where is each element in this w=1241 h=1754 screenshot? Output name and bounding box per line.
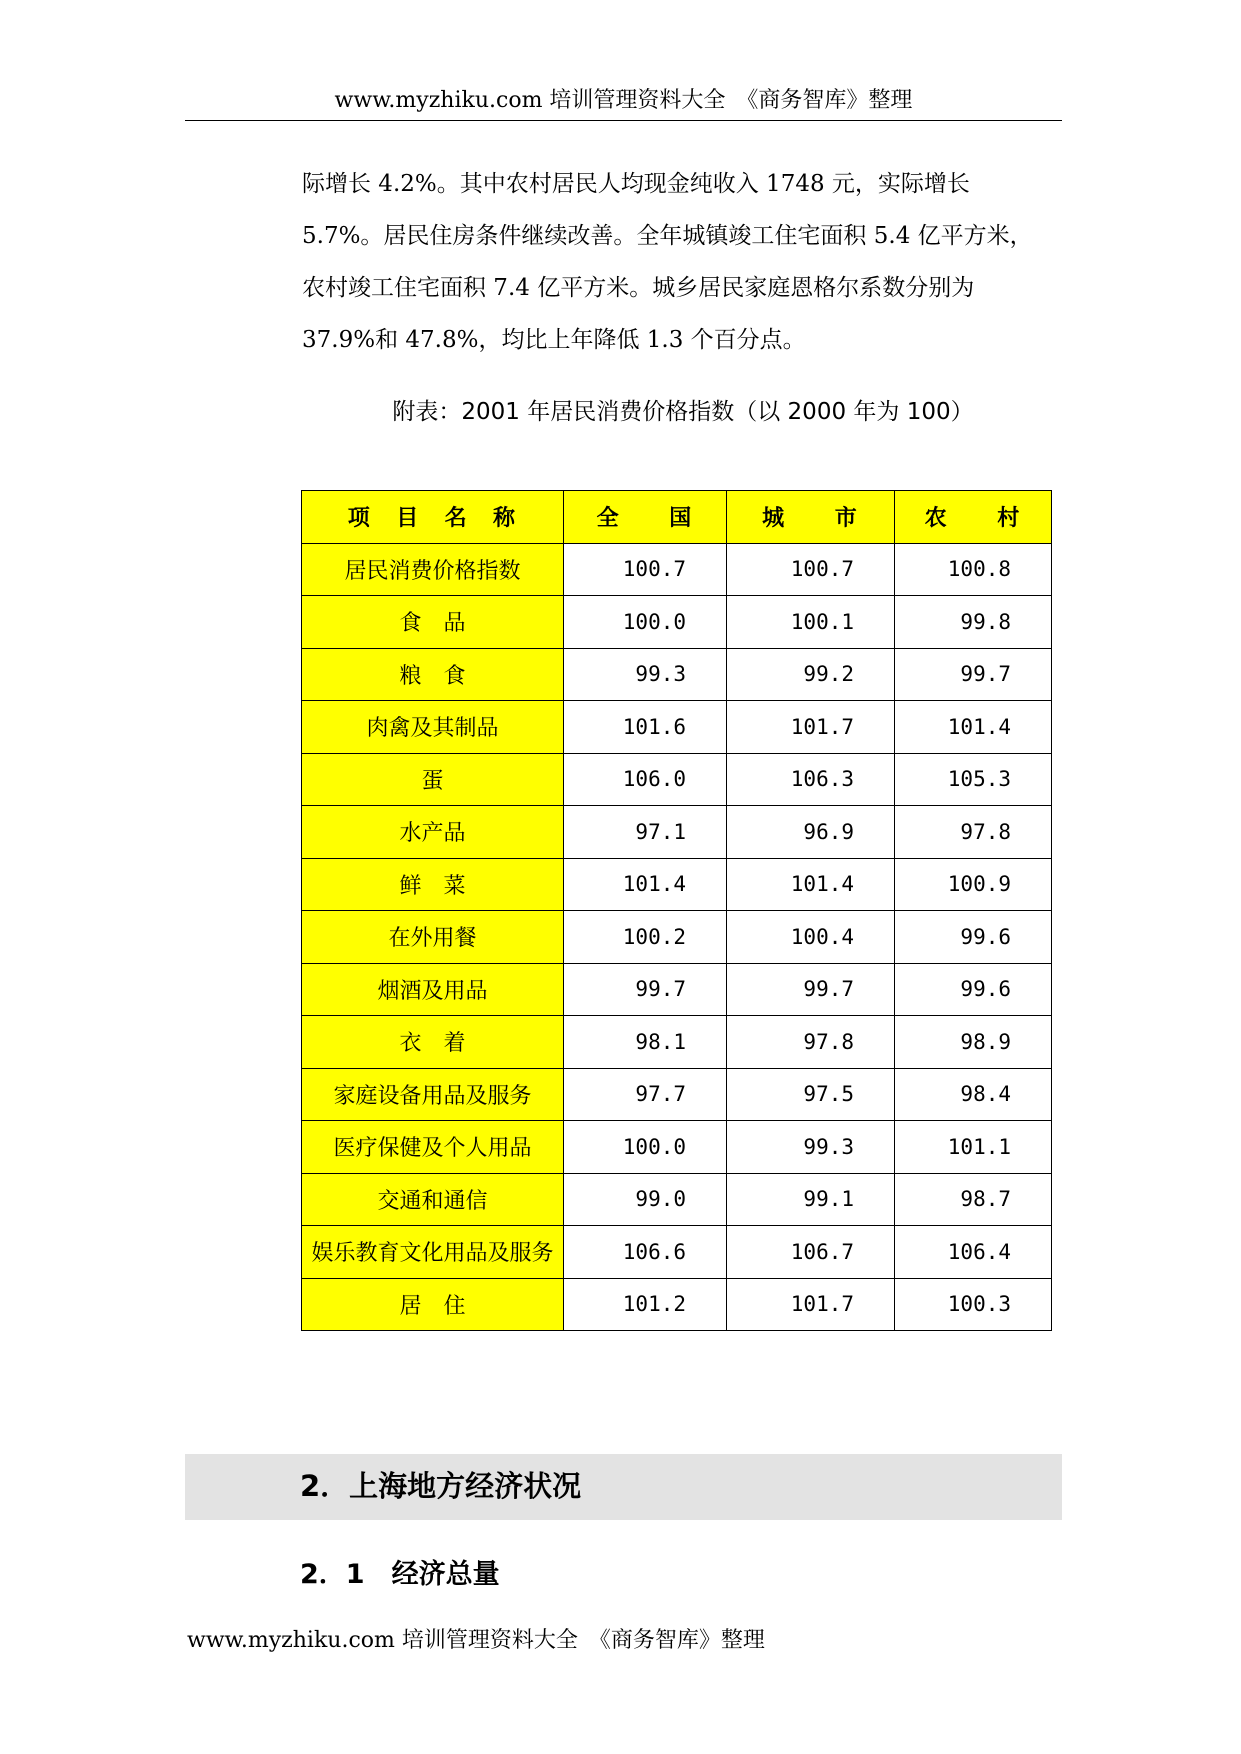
cell-rural: 100.8 [895,543,1052,596]
table-row [302,701,1052,754]
cell-rural: 97.8 [895,806,1052,859]
cell-urban: 99.2 [727,648,895,701]
cell-rural: 98.9 [895,1016,1052,1069]
header-rule [185,120,1062,121]
cell-item-name: 医疗保健及个人用品 [302,1121,564,1174]
cell-rural: 98.7 [895,1173,1052,1226]
cell-urban: 106.3 [727,753,895,806]
cell-national: 97.7 [564,1068,727,1121]
column-header-urban: 城 市 [727,491,895,544]
table-body [302,543,1052,1331]
cell-national: 101.6 [564,701,727,754]
cell-urban: 96.9 [727,806,895,859]
subsection-title: 2．1 经济总量 [300,1559,500,1590]
table-row [302,1016,1052,1069]
cell-item-name: 水产品 [302,806,564,859]
section-title: 2．上海地方经济状况 [300,1469,582,1503]
cell-item-name: 烟酒及用品 [302,963,564,1016]
cell-item-name: 蛋 [302,753,564,806]
cell-national: 99.0 [564,1173,727,1226]
cell-rural: 105.3 [895,753,1052,806]
column-header-item-name: 项 目 名 称 [302,491,564,544]
table-caption: 附表：2001 年居民消费价格指数（以 2000 年为 100） [392,399,974,425]
table-row [302,858,1052,911]
table-row [302,753,1052,806]
cell-national: 99.3 [564,648,727,701]
cell-urban: 100.1 [727,596,895,649]
cell-national: 97.1 [564,806,727,859]
cell-rural: 100.3 [895,1278,1052,1331]
cell-item-name: 粮 食 [302,648,564,701]
table-row [302,596,1052,649]
cell-national: 100.0 [564,596,727,649]
paragraph-line: 农村竣工住宅面积 7.4 亿平方米。城乡居民家庭恩格尔系数分别为 [302,275,975,301]
cell-item-name: 居 住 [302,1278,564,1331]
cell-urban: 100.4 [727,911,895,964]
page-header: www.myzhiku.com 培训管理资料大全 《商务智库》整理 [334,88,913,113]
table-row [302,1226,1052,1279]
paragraph-line: 际增长 4.2%。其中农村居民人均现金纯收入 1748 元，实际增长 [302,171,970,197]
cell-national: 98.1 [564,1016,727,1069]
cell-urban: 99.7 [727,963,895,1016]
table-row [302,1068,1052,1121]
cell-urban: 97.8 [727,1016,895,1069]
column-header-national: 全 国 [564,491,727,544]
cell-urban: 100.7 [727,543,895,596]
cell-rural: 101.1 [895,1121,1052,1174]
cell-item-name: 鲜 菜 [302,858,564,911]
cell-urban: 101.4 [727,858,895,911]
table-row [302,911,1052,964]
cell-national: 100.2 [564,911,727,964]
cell-rural: 99.6 [895,911,1052,964]
table-row [302,1121,1052,1174]
cell-national: 101.2 [564,1278,727,1331]
paragraph-line: 37.9%和 47.8%，均比上年降低 1.3 个百分点。 [302,327,806,353]
paragraph-line: 5.7%。居民住房条件继续改善。全年城镇竣工住宅面积 5.4 亿平方米， [302,223,1033,249]
table-row [302,1278,1052,1331]
body-paragraph [302,158,1062,366]
cell-item-name: 娱乐教育文化用品及服务 [302,1226,564,1279]
cell-item-name: 衣 着 [302,1016,564,1069]
cell-urban: 99.1 [727,1173,895,1226]
cell-rural: 99.8 [895,596,1052,649]
cell-item-name: 居民消费价格指数 [302,543,564,596]
cell-rural: 98.4 [895,1068,1052,1121]
cell-national: 106.6 [564,1226,727,1279]
cell-urban: 106.7 [727,1226,895,1279]
cell-national: 101.4 [564,858,727,911]
cell-urban: 101.7 [727,701,895,754]
cell-item-name: 肉禽及其制品 [302,701,564,754]
cell-national: 106.0 [564,753,727,806]
cell-rural: 106.4 [895,1226,1052,1279]
cell-item-name: 交通和通信 [302,1173,564,1226]
table-row [302,806,1052,859]
table-row [302,648,1052,701]
cpi-table [301,490,1052,1331]
cell-item-name: 食 品 [302,596,564,649]
cell-rural: 100.9 [895,858,1052,911]
table-row [302,1173,1052,1226]
cell-urban: 97.5 [727,1068,895,1121]
cell-urban: 101.7 [727,1278,895,1331]
table-row [302,543,1052,596]
cell-item-name: 在外用餐 [302,911,564,964]
cell-national: 100.0 [564,1121,727,1174]
cell-national: 99.7 [564,963,727,1016]
table-header-row [302,491,1052,544]
column-header-rural: 农 村 [895,491,1052,544]
cell-item-name: 家庭设备用品及服务 [302,1068,564,1121]
table-row [302,963,1052,1016]
page-footer: www.myzhiku.com 培训管理资料大全 《商务智库》整理 [187,1628,765,1653]
cell-urban: 99.3 [727,1121,895,1174]
cell-national: 100.7 [564,543,727,596]
cell-rural: 101.4 [895,701,1052,754]
cell-rural: 99.6 [895,963,1052,1016]
cell-rural: 99.7 [895,648,1052,701]
